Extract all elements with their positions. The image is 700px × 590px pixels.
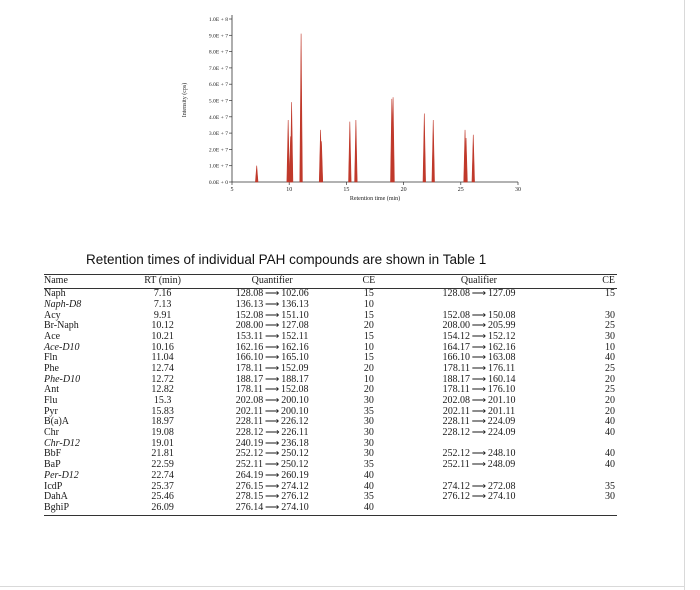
qualifier-precursor: 178.11 (442, 384, 470, 396)
retention-time-cell (122, 503, 204, 516)
qualifier-collision-energy: 25 (605, 384, 615, 396)
y-tick-label: 6.0E + 7 (208, 82, 228, 89)
qualifier-precursor: 164.17 (442, 341, 470, 353)
quantifier-precursor: 240.19 (235, 437, 264, 449)
table-row (44, 289, 617, 300)
qualifier-precursor: 274.12 (442, 480, 470, 492)
compound-name: Flu (44, 395, 58, 407)
retention-time: 10.21 (151, 330, 174, 342)
qualifier-collision-energy: 20 (605, 405, 615, 417)
qualifier-collision-energy: 35 (605, 480, 615, 492)
quantifier-product: 274.10 (281, 501, 309, 513)
quantifier-product: 276.12 (281, 491, 309, 503)
quantifier-precursor: 188.17 (235, 373, 264, 385)
qualifier-product: 205.99 (487, 320, 516, 332)
table-row (44, 300, 617, 311)
retention-time: 26.09 (151, 501, 174, 513)
transition-arrow: ⟶ (264, 362, 280, 374)
qualifier-cell (397, 492, 561, 503)
frame-bottom-border (0, 586, 685, 587)
qualifier-precursor: 178.11 (442, 362, 470, 374)
retention-time: 19.08 (151, 427, 174, 439)
compound-name: Per-D12 (44, 469, 79, 481)
quantifier-precursor: 228.11 (235, 416, 264, 428)
quantifier-cell (203, 364, 341, 375)
y-axis-label: Intensity (cps) (182, 82, 188, 118)
qualifier-collision-energy: 10 (605, 341, 615, 353)
chromatogram-peak (472, 135, 475, 182)
table-row (44, 396, 617, 407)
chromatogram-peak (349, 122, 352, 182)
quantifier-precursor: 264.19 (235, 469, 264, 481)
qualifier-ce-cell (561, 492, 617, 503)
quantifier-precursor: 278.15 (235, 491, 264, 503)
transition-arrow: ⟶ (471, 459, 486, 471)
transition-arrow: ⟶ (265, 341, 280, 353)
transition-arrow: ⟶ (471, 395, 487, 407)
compound-name: Naph-D8 (44, 298, 82, 310)
table-row (44, 353, 617, 364)
qualifier-precursor: 252.12 (442, 448, 470, 460)
x-axis-label: Retention time (min) (349, 196, 401, 202)
quantifier-product: 136.13 (281, 298, 309, 310)
quantifier-precursor: 276.14 (235, 501, 264, 513)
qualifier-collision-energy: 40 (605, 427, 615, 439)
transition-arrow: ⟶ (264, 459, 280, 471)
collision-energy: 35 (363, 405, 374, 417)
qualifier-product: 150.08 (487, 309, 516, 321)
retention-time: 21.81 (151, 448, 174, 460)
x-tick-label: 25 (457, 187, 464, 193)
x-tick-label: 15 (343, 187, 350, 193)
qualifier-product: 224.09 (487, 416, 516, 428)
collision-energy: 10 (363, 341, 374, 353)
quantifier-precursor: 178.11 (235, 362, 264, 374)
quantifier-precursor: 152.08 (235, 309, 264, 321)
transition-arrow: ⟶ (471, 427, 487, 439)
table-row (44, 471, 617, 482)
retention-time: 10.12 (151, 320, 174, 332)
quantifier-product: 274.12 (281, 480, 309, 492)
transition-arrow: ⟶ (265, 288, 280, 300)
header-ce-qualifier: CE (561, 275, 617, 289)
transition-arrow: ⟶ (264, 405, 280, 417)
quantifier-product: 165.10 (281, 352, 309, 364)
retention-time: 10.16 (151, 341, 174, 353)
quantifier-precursor: 228.12 (235, 427, 264, 439)
collision-energy: 35 (363, 491, 374, 503)
header-quantifier: Quantifier (203, 275, 341, 289)
y-tick-label: 5.0E + 7 (208, 98, 228, 105)
y-tick-label: 0.0E + 0 (208, 180, 228, 186)
y-tick-label: 7.0E + 7 (208, 65, 228, 72)
collision-energy: 40 (363, 501, 374, 513)
quantifier-product: 152.11 (281, 330, 309, 342)
qualifier-product: 272.08 (487, 480, 516, 492)
qualifier-precursor: 154.12 (442, 330, 470, 342)
qualifier-collision-energy: 15 (605, 288, 615, 300)
retention-time: 19.01 (151, 437, 174, 449)
transition-arrow: ⟶ (265, 373, 280, 385)
x-tick-label: 5 (230, 187, 234, 193)
compound-name: BaP (44, 459, 61, 471)
compound-name: BghiP (44, 501, 70, 513)
quantifier-precursor: 276.15 (235, 480, 264, 492)
collision-energy: 30 (363, 437, 374, 449)
quantifier-product: 151.10 (281, 309, 309, 321)
transition-arrow: ⟶ (471, 352, 487, 364)
quantifier-precursor: 128.08 (235, 288, 264, 300)
table-row (44, 503, 617, 516)
qualifier-cell (397, 396, 561, 407)
qualifier-precursor: 188.17 (442, 373, 470, 385)
collision-energy: 15 (363, 288, 374, 300)
qualifier-ce-cell (561, 428, 617, 439)
transition-arrow: ⟶ (471, 341, 487, 353)
retention-time: 25.46 (151, 491, 174, 503)
transition-arrow: ⟶ (471, 384, 486, 396)
table-row (44, 449, 617, 460)
qualifier-collision-energy: 30 (605, 330, 615, 342)
compound-name: Chr (44, 427, 59, 439)
qualifier-collision-energy: 20 (605, 373, 615, 385)
qualifier-collision-energy: 30 (605, 491, 615, 503)
transition-arrow: ⟶ (265, 501, 280, 513)
quantifier-cell (203, 471, 341, 482)
table-row (44, 385, 617, 396)
collision-energy-cell (341, 503, 397, 516)
qualifier-product: 176.11 (487, 362, 516, 374)
transition-arrow: ⟶ (471, 288, 487, 300)
quantifier-precursor: 202.11 (235, 405, 264, 417)
quantifier-cell (203, 332, 341, 343)
frame-right-border (684, 0, 685, 590)
compound-name: Fln (44, 352, 58, 364)
transition-arrow: ⟶ (471, 405, 487, 417)
y-tick-label: 1.0E + 8 (208, 17, 228, 23)
quantifier-product: 260.19 (281, 469, 309, 481)
collision-energy: 15 (363, 330, 374, 342)
qualifier-collision-energy: 25 (605, 362, 615, 374)
y-tick-label: 9.0E + 7 (208, 33, 228, 40)
retention-time: 11.04 (151, 352, 174, 364)
header-ce: CE (341, 275, 397, 289)
retention-time: 22.74 (151, 469, 174, 481)
retention-time: 15.83 (151, 405, 174, 417)
collision-energy: 20 (363, 320, 374, 332)
qualifier-precursor: 228.12 (442, 427, 470, 439)
transition-arrow: ⟶ (265, 330, 280, 342)
quantifier-precursor: 136.13 (235, 298, 264, 310)
qualifier-cell (397, 503, 561, 516)
compound-name: Ace (44, 330, 61, 342)
qualifier-product: 163.08 (487, 352, 516, 364)
chromatogram-peak (432, 120, 435, 182)
qualifier-precursor: 166.10 (442, 352, 470, 364)
table-row (44, 407, 617, 418)
qualifier-collision-energy: 25 (605, 320, 615, 332)
collision-energy: 20 (363, 362, 374, 374)
transition-arrow: ⟶ (265, 469, 280, 481)
quantifier-precursor: 252.12 (235, 448, 264, 460)
transition-arrow: ⟶ (264, 384, 280, 396)
figure-caption: Retention times of individual PAH compounds are shown in Table 1 (86, 252, 487, 267)
qualifier-cell (397, 289, 561, 300)
table-row (44, 439, 617, 450)
y-tick-label: 2.0E + 7 (208, 147, 228, 154)
retention-time: 12.82 (151, 384, 174, 396)
chromatogram-peak (423, 114, 426, 182)
transition-arrow: ⟶ (265, 437, 280, 449)
qualifier-cell (397, 460, 561, 471)
header-name: Name (44, 275, 122, 289)
transition-arrow: ⟶ (265, 395, 280, 407)
quantifier-product: 152.08 (281, 384, 309, 396)
table-row (44, 342, 617, 353)
qualifier-cell (397, 332, 561, 343)
table-row (44, 321, 617, 332)
transition-arrow: ⟶ (265, 320, 280, 332)
transition-arrow: ⟶ (471, 309, 487, 321)
qualifier-collision-energy: 30 (605, 309, 615, 321)
transition-arrow: ⟶ (471, 416, 486, 428)
quantifier-cell (203, 289, 341, 300)
transition-arrow: ⟶ (471, 480, 487, 492)
chromatogram-peak (255, 166, 258, 182)
qualifier-product: 201.10 (487, 395, 516, 407)
table-row (44, 492, 617, 503)
compound-name: Naph (44, 288, 66, 300)
qualifier-precursor: 276.12 (442, 491, 470, 503)
collision-energy: 10 (363, 298, 374, 310)
qualifier-precursor: 152.08 (442, 309, 470, 321)
qualifier-collision-energy: 40 (605, 352, 615, 364)
chromatogram-peak (355, 120, 358, 182)
retention-time: 12.74 (151, 362, 174, 374)
compound-name: Phe (44, 362, 59, 374)
collision-energy: 10 (363, 373, 374, 385)
qualifier-ce-cell (561, 460, 617, 471)
collision-energy: 30 (363, 448, 374, 460)
qualifier-precursor: 208.00 (442, 320, 470, 332)
table-header-row (44, 275, 617, 289)
pah-table (44, 274, 617, 516)
qualifier-precursor: 252.11 (442, 459, 470, 471)
qualifier-product: 160.14 (487, 373, 516, 385)
retention-time: 15.3 (153, 395, 172, 407)
qualifier-product: 248.09 (487, 459, 516, 471)
transition-arrow: ⟶ (265, 491, 280, 503)
retention-time: 25.37 (151, 480, 174, 492)
compound-name: Acy (44, 309, 61, 321)
qualifier-collision-energy: 40 (605, 459, 615, 471)
qualifier-precursor: 128.08 (442, 288, 470, 300)
transition-arrow: ⟶ (471, 320, 487, 332)
transition-arrow: ⟶ (265, 309, 280, 321)
quantifier-cell (203, 396, 341, 407)
qualifier-precursor: 228.11 (442, 416, 470, 428)
collision-energy: 15 (363, 352, 374, 364)
quantifier-product: 127.08 (281, 320, 309, 332)
transition-arrow: ⟶ (471, 362, 487, 374)
qualifier-product: 176.10 (487, 384, 516, 396)
quantifier-product: 226.11 (281, 427, 309, 439)
retention-time: 12.72 (151, 373, 174, 385)
qualifier-cell (397, 471, 561, 482)
quantifier-product: 152.09 (281, 362, 309, 374)
table-row (44, 428, 617, 439)
table-row (44, 332, 617, 343)
quantifier-precursor: 153.11 (236, 330, 264, 342)
qualifier-cell (397, 364, 561, 375)
retention-time: 9.91 (153, 309, 172, 321)
qualifier-cell (397, 300, 561, 311)
compound-name: Ace-D10 (44, 341, 80, 353)
header-qualifier: Qualifier (397, 275, 561, 289)
compound-name: B(a)A (44, 416, 69, 428)
transition-arrow: ⟶ (264, 416, 280, 428)
transition-arrow: ⟶ (265, 448, 280, 460)
quantifier-product: 250.12 (281, 448, 309, 460)
quantifier-product: 226.12 (281, 416, 309, 428)
x-tick-label: 10 (286, 187, 293, 193)
quantifier-precursor: 166.10 (235, 352, 264, 364)
y-tick-label: 1.0E + 7 (208, 163, 228, 170)
quantifier-product: 236.18 (281, 437, 309, 449)
qualifier-product: 224.09 (487, 427, 516, 439)
collision-energy: 30 (363, 395, 374, 407)
retention-time: 7.13 (153, 298, 172, 310)
quantifier-cell (203, 300, 341, 311)
x-tick-label: 30 (515, 187, 521, 193)
quantifier-product: 250.12 (281, 459, 309, 471)
collision-energy: 40 (363, 469, 374, 481)
y-tick-label: 3.0E + 7 (208, 131, 228, 138)
chromatogram-peak (300, 34, 303, 182)
qualifier-cell (397, 428, 561, 439)
qualifier-collision-energy: 40 (605, 416, 615, 428)
header-rt: RT (min) (122, 275, 204, 289)
transition-arrow: ⟶ (471, 448, 487, 460)
collision-energy: 30 (363, 416, 374, 428)
compound-name-cell (44, 503, 122, 516)
quantifier-product: 200.10 (281, 395, 309, 407)
quantifier-product: 200.10 (281, 405, 309, 417)
transition-arrow: ⟶ (471, 373, 487, 385)
compound-name: DahA (44, 491, 68, 503)
table-row (44, 481, 617, 492)
collision-energy: 15 (363, 309, 374, 321)
qualifier-product: 127.09 (487, 288, 516, 300)
quantifier-precursor: 252.11 (235, 459, 264, 471)
quantifier-cell (203, 503, 341, 516)
qualifier-collision-energy: 40 (605, 448, 615, 460)
collision-energy: 30 (363, 427, 374, 439)
qualifier-product: 201.11 (487, 405, 516, 417)
collision-energy: 20 (363, 384, 374, 396)
x-tick-label: 20 (400, 187, 407, 193)
retention-time: 22.59 (151, 459, 174, 471)
compound-name: IcdP (44, 480, 63, 492)
transition-arrow: ⟶ (265, 298, 280, 310)
quantifier-product: 188.17 (281, 373, 309, 385)
qualifier-product: 248.10 (487, 448, 516, 460)
transition-arrow: ⟶ (265, 352, 280, 364)
quantifier-product: 162.16 (281, 341, 309, 353)
table-row (44, 310, 617, 321)
qualifier-product: 274.10 (487, 491, 516, 503)
table-row (44, 364, 617, 375)
qualifier-precursor: 202.11 (442, 405, 470, 417)
qualifier-ce-cell (561, 503, 617, 516)
y-tick-label: 4.0E + 7 (208, 114, 228, 121)
retention-time: 18.97 (151, 416, 174, 428)
table-row (44, 375, 617, 386)
y-tick-label: 8.0E + 7 (208, 49, 228, 56)
transition-arrow: ⟶ (471, 330, 487, 342)
qualifier-product: 152.12 (487, 330, 516, 342)
table-row (44, 417, 617, 428)
chromatogram-peak (290, 102, 293, 182)
compound-name: BbF (44, 448, 62, 460)
chromatogram-chart (0, 0, 700, 250)
quantifier-precursor: 208.00 (235, 320, 264, 332)
qualifier-product: 162.16 (487, 341, 516, 353)
collision-energy: 35 (363, 459, 374, 471)
qualifier-collision-energy: 20 (605, 395, 615, 407)
transition-arrow: ⟶ (265, 427, 280, 439)
transition-arrow: ⟶ (265, 480, 280, 492)
compound-name: Pyr (44, 405, 58, 417)
compound-name: Chr-D12 (44, 437, 80, 449)
quantifier-precursor: 178.11 (235, 384, 264, 396)
chromatogram-peak (287, 120, 290, 182)
table-row (44, 460, 617, 471)
transition-arrow: ⟶ (471, 491, 487, 503)
quantifier-product: 102.06 (281, 288, 309, 300)
compound-name: Br-Naph (44, 320, 79, 332)
retention-time: 7.16 (153, 288, 172, 300)
qualifier-precursor: 202.08 (442, 395, 470, 407)
quantifier-precursor: 162.16 (235, 341, 264, 353)
compound-name: Ant (44, 384, 59, 396)
qualifier-ce-cell (561, 289, 617, 300)
collision-energy: 40 (363, 480, 374, 492)
compound-name: Phe-D10 (44, 373, 81, 385)
quantifier-precursor: 202.08 (235, 395, 264, 407)
